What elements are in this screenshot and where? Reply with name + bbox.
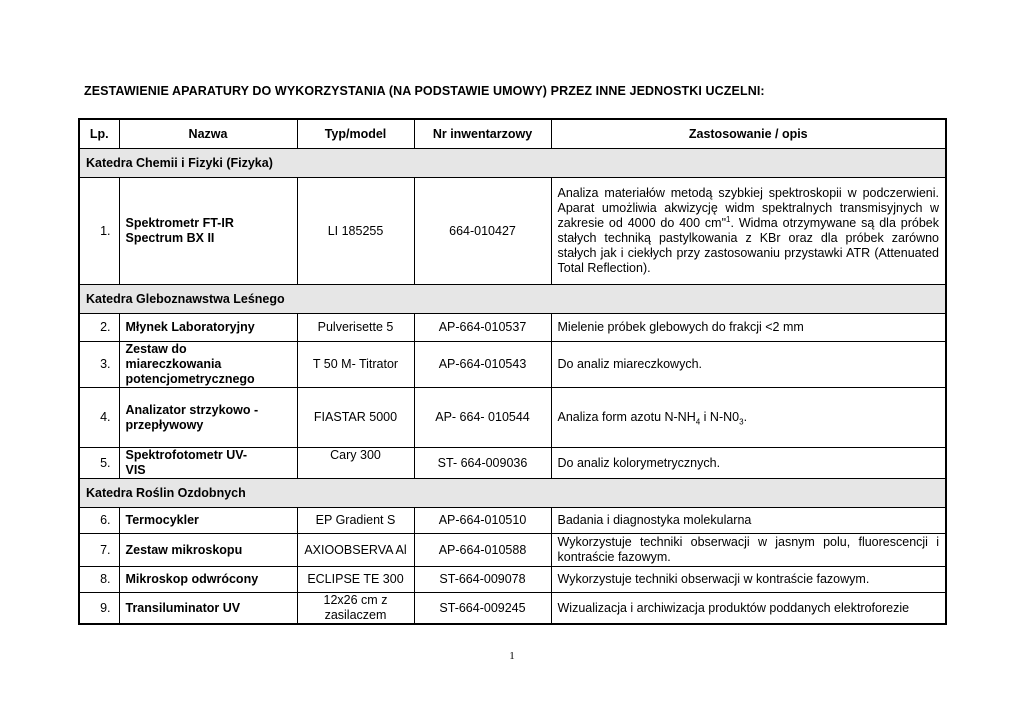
row-typ-line: zasilaczem [324, 608, 387, 622]
row-opis-text: i N-N0 [700, 410, 740, 424]
section-title: Katedra Chemii i Fizyki (Fizyka) [79, 149, 946, 178]
table-row [79, 567, 946, 593]
row-nazwa-line: VIS [125, 463, 146, 477]
row-lp: 9. [79, 593, 119, 625]
table-header-row [79, 119, 946, 149]
section-row [79, 285, 946, 314]
row-opis: Wykorzystuje techniki obserwacji w kontraście fazowym. [551, 567, 946, 593]
row-opis: Do analiz miareczkowych. [551, 342, 946, 388]
row-nr: AP-664-010510 [414, 508, 551, 534]
table-row [79, 508, 946, 534]
section-title: Katedra Gleboznawstwa Leśnego [79, 285, 946, 314]
row-lp: 5. [79, 448, 119, 479]
header-lp: Lp. [79, 119, 119, 149]
table-row [79, 534, 946, 567]
row-opis-sup: 1 [726, 214, 731, 224]
header-nr: Nr inwentarzowy [414, 119, 551, 149]
row-typ: ECLIPSE TE 300 [297, 567, 414, 593]
row-nazwa-line: Analizator strzykowo - [125, 402, 259, 417]
row-typ: Cary 300 [297, 448, 414, 479]
row-nazwa [119, 178, 297, 285]
row-opis-text: Analiza materiałów metodą szybkiej spektroskopii w podczerwieni. Aparat umożliwia akwizycję widm spektralnych transmisyjnych w zakresie od 4000 do 400 cm" [557, 186, 939, 230]
row-typ-line: 12x26 cm z [323, 593, 388, 607]
row-typ: Pulverisette 5 [297, 314, 414, 342]
row-lp: 3. [79, 342, 119, 388]
row-nazwa-line: miareczkowania [125, 357, 222, 371]
row-typ: EP Gradient S [297, 508, 414, 534]
page-number: 1 [509, 650, 515, 662]
row-typ: LI 185255 [297, 178, 414, 285]
row-lp: 4. [79, 388, 119, 448]
row-nr: AP-664-010543 [414, 342, 551, 388]
row-nazwa: Młynek Laboratoryjny [119, 314, 297, 342]
row-opis-text: . [743, 410, 748, 424]
row-nr: ST- 664-009036 [414, 448, 551, 479]
row-opis-sub: 4 [695, 417, 701, 427]
row-opis [551, 388, 946, 448]
row-opis: Wizualizacja i archiwizacja produktów poddanych elektroforezie [551, 593, 946, 625]
table-row [79, 178, 946, 285]
table-row [79, 388, 946, 448]
row-nazwa [119, 448, 297, 479]
table-row [79, 314, 946, 342]
row-typ: AXIOOBSERVA Al [297, 534, 414, 567]
row-typ [297, 593, 414, 625]
row-nr: ST-664-009078 [414, 567, 551, 593]
header-opis: Zastosowanie / opis [551, 119, 946, 149]
row-nazwa-line: przepływowy [125, 417, 204, 432]
table-row [79, 593, 946, 625]
row-nazwa-line: Zestaw do [125, 342, 187, 356]
row-lp: 8. [79, 567, 119, 593]
row-nr: AP- 664- 010544 [414, 388, 551, 448]
row-nazwa: Termocykler [119, 508, 297, 534]
row-opis-text: Analiza form azotu N-NH [557, 410, 696, 424]
row-lp: 6. [79, 508, 119, 534]
document-title: ZESTAWIENIE APARATURY DO WYKORZYSTANIA (NA PODSTAWIE UMOWY) PRZEZ INNE JEDNOSTKI UCZELNI: [84, 84, 765, 98]
row-typ: FIASTAR 5000 [297, 388, 414, 448]
row-opis [551, 178, 946, 285]
table-row [79, 342, 946, 388]
row-nr: 664-010427 [414, 178, 551, 285]
row-nazwa [119, 388, 297, 448]
header-typ: Typ/model [297, 119, 414, 149]
row-lp: 2. [79, 314, 119, 342]
row-opis-sub: 3 [739, 417, 744, 427]
row-nr: ST-664-009245 [414, 593, 551, 625]
row-lp: 7. [79, 534, 119, 567]
row-lp: 1. [79, 178, 119, 285]
table-row [79, 448, 946, 479]
row-opis: Do analiz kolorymetrycznych. [551, 448, 946, 479]
row-nr: AP-664-010537 [414, 314, 551, 342]
row-nazwa: Zestaw mikroskopu [119, 534, 297, 567]
header-nazwa: Nazwa [119, 119, 297, 149]
row-nazwa-line: Spektrometr FT-IR [125, 216, 234, 230]
row-nazwa-line: Spectrum BX II [125, 231, 215, 245]
section-row [79, 479, 946, 508]
section-row [79, 149, 946, 178]
row-opis: Badania i diagnostyka molekularna [551, 508, 946, 534]
section-title: Katedra Roślin Ozdobnych [79, 479, 946, 508]
row-nr: AP-664-010588 [414, 534, 551, 567]
row-opis: Wykorzystuje techniki obserwacji w jasnym polu, fluorescencji i kontraście fazowym. [551, 534, 946, 567]
row-nazwa: Mikroskop odwrócony [119, 567, 297, 593]
row-opis-text: . Widma otrzymywane są dla próbek stałych techniką pastylkowania z KBr oraz dla próbek zarówno stałych jak i ciekłych przy zastosowaniu przystawki ATR (Attenuated Total Reflection). [557, 216, 939, 275]
row-nazwa-line: Spektrofotometr UV- [125, 448, 248, 462]
row-nazwa [119, 342, 297, 388]
row-opis: Mielenie próbek glebowych do frakcji <2 mm [551, 314, 946, 342]
equipment-table [78, 118, 947, 625]
row-nazwa: Transiluminator UV [119, 593, 297, 625]
row-nazwa-line: potencjometrycznego [125, 372, 255, 386]
row-typ: T 50 M- Titrator [297, 342, 414, 388]
